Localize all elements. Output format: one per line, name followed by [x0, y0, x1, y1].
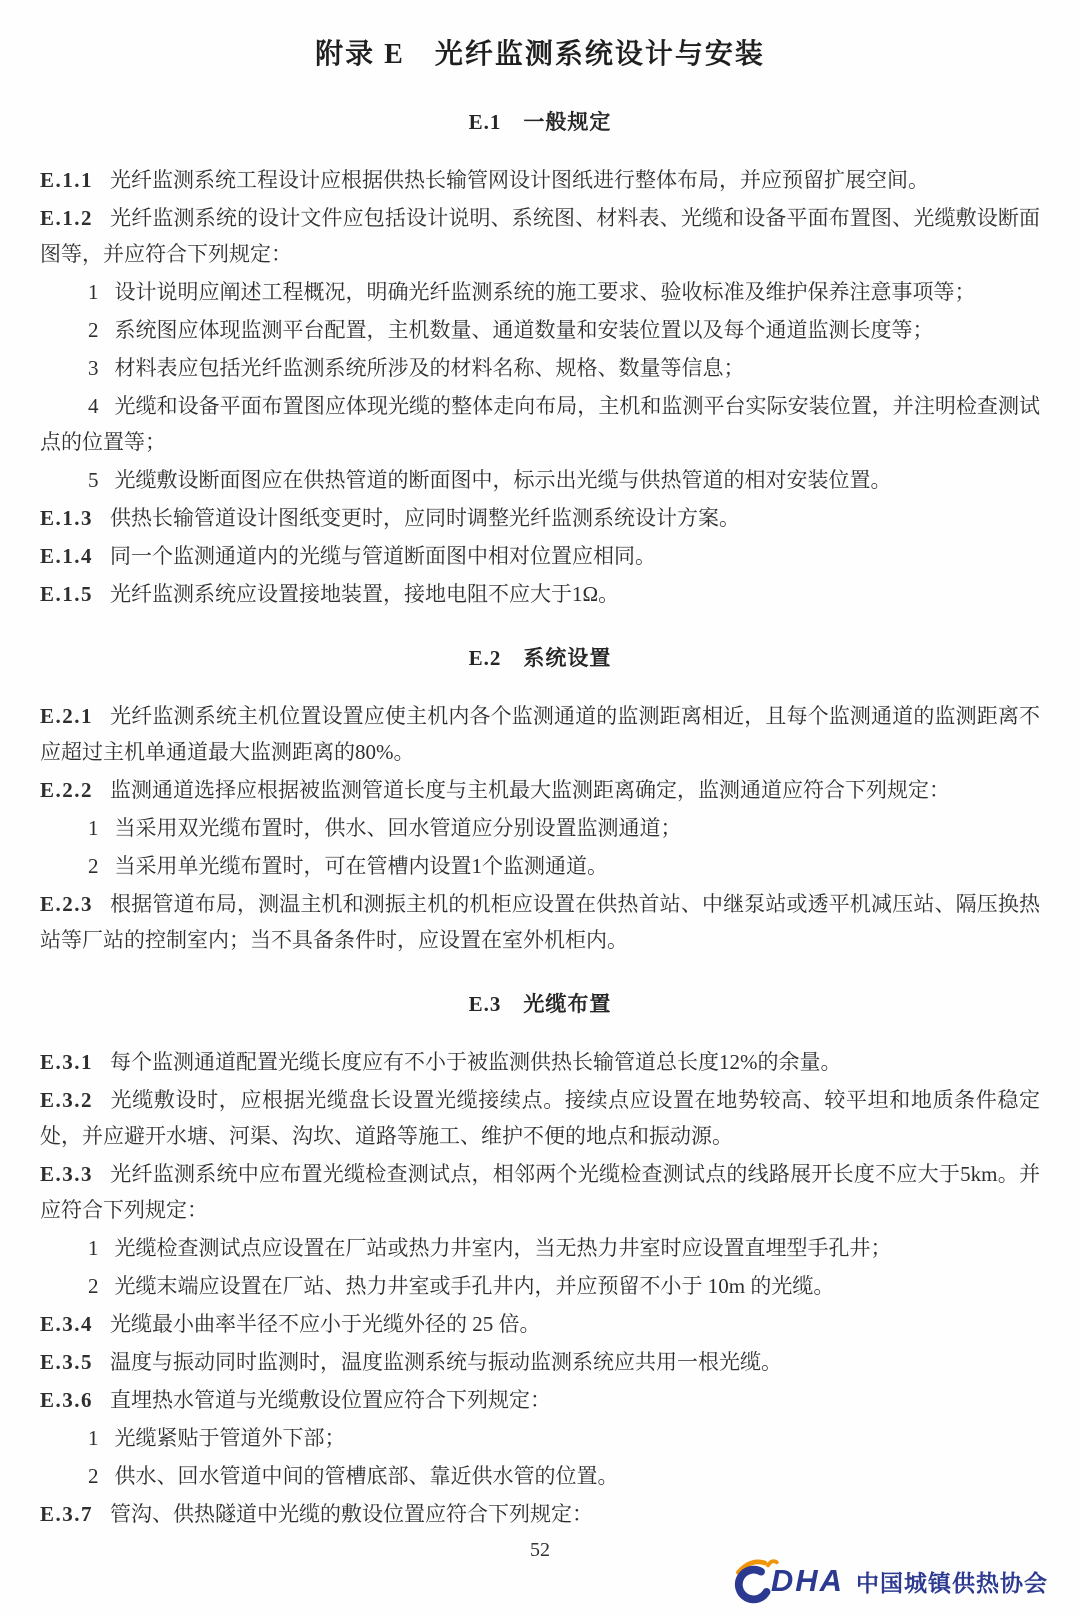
- item-number: 1: [88, 1426, 99, 1450]
- item-number: 2: [88, 854, 99, 878]
- clause-text: 同一个监测通道内的光缆与管道断面图中相对位置应相同。: [110, 544, 657, 568]
- item-text: 当采用双光缆布置时，供水、回水管道应分别设置监测通道；: [114, 816, 682, 840]
- page-title: 附录 E 光纤监测系统设计与安装: [315, 39, 765, 70]
- clause-paragraph: [40, 162, 1040, 198]
- clause-number: E.1.4: [40, 544, 94, 568]
- item-text: 光缆和设备平面布置图应体现光缆的整体走向布局，主机和监测平台实际安装位置，并注明检查测试点的位置等；: [40, 394, 1040, 454]
- item-number: 1: [88, 1236, 99, 1260]
- clause-paragraph: [40, 1382, 1040, 1418]
- item-text: 光缆检查测试点应设置在厂站或热力井室内，当无热力井室时应设置直埋型手孔井；: [114, 1236, 892, 1260]
- clause-number: E.3.2: [40, 1088, 94, 1112]
- clause-paragraph: [40, 1496, 1040, 1532]
- section-heading: E.1 一般规定: [468, 110, 612, 134]
- item-number: 4: [88, 394, 99, 418]
- clause-number: E.3.1: [40, 1050, 94, 1074]
- page-number: 52: [530, 1539, 550, 1561]
- list-item: [40, 274, 1040, 310]
- list-item: [40, 1268, 1040, 1304]
- clause-number: E.1.5: [40, 582, 94, 606]
- clause-text: 光纤监测系统主机位置设置应使主机内各个监测通道的监测距离相近，且每个监测通道的监测距离不应超过主机单通道最大监测距离的80%。: [40, 704, 1040, 764]
- clause-text: 供热长输管道设计图纸变更时，应同时调整光纤监测系统设计方案。: [110, 506, 741, 530]
- clause-text: 光缆敷设时，应根据光缆盘长设置光缆接续点。接续点应设置在地势较高、较平坦和地质条件稳定处，并应避开水塘、河渠、沟坎、道路等施工、维护不便的地点和振动源。: [40, 1088, 1040, 1148]
- item-text: 系统图应体现监测平台配置，主机数量、通道数量和安装位置以及每个通道监测长度等；: [114, 318, 934, 342]
- clause-text: 光缆最小曲率半径不应小于光缆外径的 25 倍。: [110, 1312, 541, 1336]
- clause-number: E.2.1: [40, 704, 94, 728]
- section-heading: E.3 光缆布置: [468, 992, 612, 1016]
- item-text: 供水、回水管道中间的管槽底部、靠近供水管的位置。: [114, 1464, 619, 1488]
- clause-paragraph: [40, 576, 1040, 612]
- clause-paragraph: [40, 1306, 1040, 1342]
- clause-paragraph: [40, 886, 1040, 958]
- clause-paragraph: [40, 200, 1040, 272]
- item-number: 5: [88, 468, 99, 492]
- list-item: [40, 312, 1040, 348]
- clause-text: 监测通道选择应根据被监测管道长度与主机最大监测距离确定，监测通道应符合下列规定：: [110, 778, 951, 802]
- item-text: 光缆紧贴于管道外下部；: [114, 1426, 346, 1450]
- list-item: [40, 462, 1040, 498]
- clause-number: E.2.2: [40, 778, 94, 802]
- clause-paragraph: [40, 1082, 1040, 1154]
- clause-paragraph: [40, 772, 1040, 808]
- clause-paragraph: [40, 500, 1040, 536]
- logo-acronym: DHA: [770, 1563, 844, 1598]
- clause-number: E.2.3: [40, 892, 94, 916]
- clause-number: E.3.7: [40, 1502, 94, 1526]
- clause-number: E.1.3: [40, 506, 94, 530]
- list-item: [40, 1420, 1040, 1456]
- clause-text: 光纤监测系统应设置接地装置，接地电阻不应大于1Ω。: [110, 582, 620, 606]
- clause-text: 光纤监测系统中应布置光缆检查测试点，相邻两个光缆检查测试点的线路展开长度不应大于5km。并应符合下列规定：: [40, 1162, 1040, 1222]
- clause-paragraph: [40, 1344, 1040, 1380]
- list-item: [40, 810, 1040, 846]
- section-heading: E.2 系统设置: [468, 646, 612, 670]
- item-text: 光缆敷设断面图应在供热管道的断面图中，标示出光缆与供热管道的相对安装位置。: [114, 468, 892, 492]
- list-item: [40, 848, 1040, 884]
- association-logo: [729, 1555, 1048, 1607]
- logo-org-name: 中国城镇供热协会: [856, 1569, 1048, 1596]
- item-number: 1: [88, 816, 99, 840]
- clause-paragraph: [40, 1044, 1040, 1080]
- item-number: 3: [88, 356, 99, 380]
- clause-text: 直埋热水管道与光缆敷设位置应符合下列规定：: [110, 1388, 552, 1412]
- clause-number: E.3.3: [40, 1162, 94, 1186]
- clause-paragraph: [40, 698, 1040, 770]
- item-number: 1: [88, 280, 99, 304]
- clause-number: E.3.6: [40, 1388, 94, 1412]
- clause-number: E.1.2: [40, 206, 94, 230]
- clause-number: E.1.1: [40, 168, 94, 192]
- clause-paragraph: [40, 538, 1040, 574]
- page-footer: [0, 1533, 1080, 1615]
- list-item: [40, 388, 1040, 460]
- item-number: 2: [88, 1274, 99, 1298]
- clause-text: 温度与振动同时监测时，温度监测系统与振动监测系统应共用一根光缆。: [110, 1350, 783, 1374]
- item-number: 2: [88, 318, 99, 342]
- list-item: [40, 1458, 1040, 1494]
- list-item: [40, 1230, 1040, 1266]
- item-text: 当采用单光缆布置时，可在管槽内设置1个监测通道。: [114, 854, 608, 878]
- item-number: 2: [88, 1464, 99, 1488]
- clause-text: 根据管道布局，测温主机和测振主机的机柜应设置在供热首站、中继泵站或透平机减压站、隔压换热站等厂站的控制室内；当不具备条件时，应设置在室外机柜内。: [40, 892, 1040, 952]
- clause-paragraph: [40, 1156, 1040, 1228]
- clause-text: 光纤监测系统的设计文件应包括设计说明、系统图、材料表、光缆和设备平面布置图、光缆敷设断面图等，并应符合下列规定：: [40, 206, 1040, 266]
- item-text: 光缆末端应设置在厂站、热力井室或手孔井内，并应预留不小于 10m 的光缆。: [114, 1274, 835, 1298]
- clause-text: 每个监测通道配置光缆长度应有不小于被监测供热长输管道总长度12%的余量。: [110, 1050, 842, 1074]
- item-text: 材料表应包括光纤监测系统所涉及的材料名称、规格、数量等信息；: [114, 356, 745, 380]
- clause-number: E.3.5: [40, 1350, 94, 1374]
- document-body: [40, 106, 1040, 1532]
- clause-number: E.3.4: [40, 1312, 94, 1336]
- list-item: [40, 350, 1040, 386]
- clause-text: 管沟、供热隧道中光缆的敷设位置应符合下列规定：: [110, 1502, 594, 1526]
- clause-text: 光纤监测系统工程设计应根据供热长输管网设计图纸进行整体布局，并应预留扩展空间。: [110, 168, 930, 192]
- item-text: 设计说明应阐述工程概况，明确光纤监测系统的施工要求、验收标准及维护保养注意事项等；: [114, 280, 976, 304]
